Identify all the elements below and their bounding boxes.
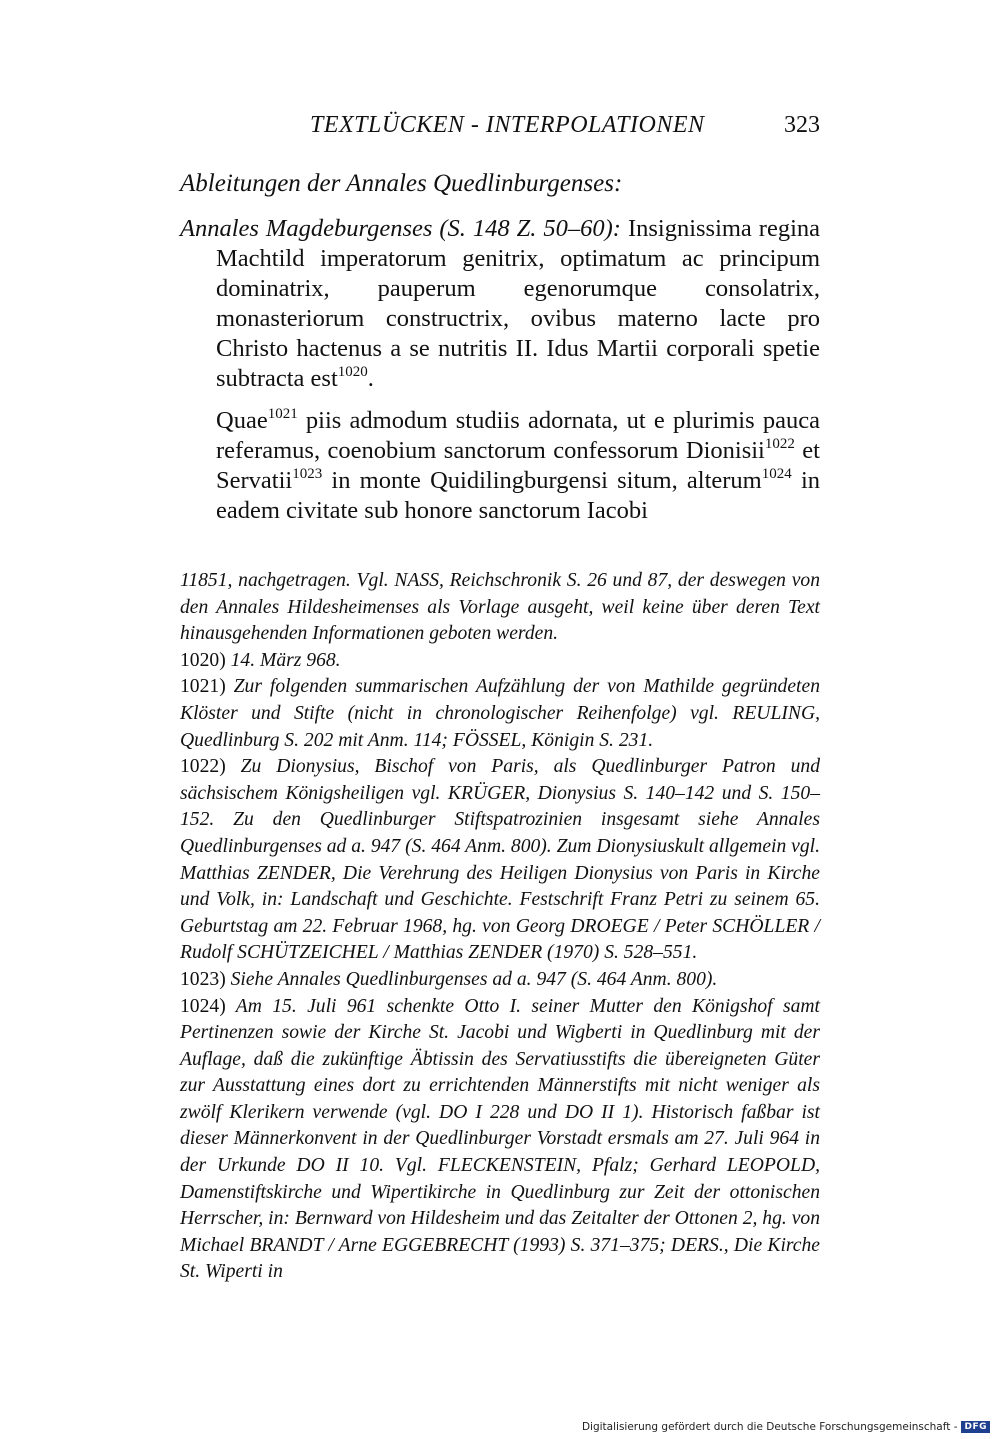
footnote-text: Am 15. Juli 961 schenkte Otto I. seiner Mutter den Königshof samt Pertinenzen sowie der Kirche St. Jacobi und Wigberti in Quedlinburg mit der Auflage, daß die zukünftige Äbtissin des Servatiusstifts die übereigneten Güter zur Ausstattung eines dort zu errichtenden Männerstifts mit nicht weniger als zwölf Klerikern verwende (vgl. DO I 228 und DO II 1). Historisch faßbar ist dieser Männerkonvent in der Quedlinburger Vorstadt ersmals am 27. Juli 964 in der Urkunde DO II 10. Vgl. FLECKENSTEIN, Pfalz; Gerhard LEOPOLD, Damenstiftskirche und Wipertikirche in Quedlinburg zur Zeit der ottonischen Herrscher, in: Bernward von Hildesheim und das Zeitalter der Ottonen 2, hg. von Michael BRANDT / Arne EGGEBRECHT (1993) S. 371–375; DERS., Die Kirche St. Wiperti in — [180, 995, 820, 1283]
footnote-1024 — [180, 994, 820, 1287]
footnote-1020 — [180, 648, 820, 675]
running-header — [180, 112, 820, 148]
footnote-ref-1021: 1021 — [267, 406, 298, 422]
footnote-1021 — [180, 674, 820, 754]
section-title: Ableitungen der Annales Quedlinburgenses: — [180, 170, 623, 197]
footnote-ref-1024: 1024 — [761, 466, 792, 482]
footnote-number: 1023) — [180, 968, 226, 990]
footnote-text: Zur folgenden summarischen Aufzählung der von Mathilde gegründeten Klöster und Stifte (nicht in chronologischer Reihenfolge) vgl. REULING, Quedlinburg S. 202 mit Anm. 114; FÖSSEL, Königin S. 231. — [180, 676, 820, 751]
quote-text-2e: in eadem civitate sub honore sanctorum Iacobi — [216, 467, 820, 524]
quote-text-2c: et Servatii — [216, 437, 820, 494]
quote-end-1: . — [367, 365, 374, 392]
quote-text-1: Insignissima regina Machtild imperatorum genitrix, optimatum ac principum dominatrix, pauperum egenorumque consolatrix, monasteriorum constructrix, ovibus materno lacte pro Christo hactenus a se nutritis II. Idus Martii corporali spetie subtracta est — [216, 215, 821, 392]
footnote-1022 — [180, 754, 820, 967]
quote-text-2b: piis admodum studiis adornata, ut e plurimis pauca referamus, coenobium sanctorum confessorum Dionisii — [216, 407, 820, 464]
footnote-text: Zu Dionysius, Bischof von Paris, als Quedlinburger Patron und sächsischem Königsheiligen vgl. KRÜGER, Dionysius S. 140–142 und S. 150–152. Zu den Quedlinburger Stiftspatrozinien insgesamt siehe Annales Quedlinburgenses ad a. 947 (S. 464 Anm. 800). Zum Dionysiuskult allgemein vgl. Matthias ZENDER, Die Verehrung des Heiligen Dionysius von Paris in Kirche und Volk, in: Landschaft und Geschichte. Festschrift Franz Petri zu seinem 65. Geburtstag am 22. Februar 1968, hg. von Georg DROEGE / Peter SCHÖLLER / Rudolf SCHÜTZEICHEL / Matthias ZENDER (1970) S. 528–551. — [180, 756, 821, 964]
quote-text-2a: Quae — [216, 407, 268, 434]
page-number: 323 — [784, 112, 820, 138]
quote-paragraph-1 — [180, 214, 820, 394]
quote-text-2d: in monte Quidilingburgensi situm, alterum — [322, 467, 762, 494]
footnote-number: 1020) — [180, 649, 226, 671]
digitization-credit — [582, 1421, 990, 1433]
footnote-number: 1021) — [180, 676, 226, 698]
running-title: TEXTLÜCKEN - INTERPOLATIONEN — [310, 112, 705, 138]
footnote-number: 1024) — [180, 995, 226, 1017]
credit-text: Digitalisierung gefördert durch die Deutsche Forschungsgemeinschaft - — [581, 1421, 958, 1433]
footnotes — [180, 568, 820, 1286]
footnote-ref-1022: 1022 — [764, 436, 795, 452]
dfg-logo: DFG — [961, 1421, 990, 1433]
footnote-text: Siehe Annales Quedlinburgenses ad a. 947 (S. 464 Anm. 800). — [225, 968, 718, 990]
footnote-number: 1022) — [180, 756, 226, 778]
quote-paragraph-2 — [180, 406, 820, 526]
main-text — [180, 214, 820, 526]
footnote-text: 14. März 968. — [225, 649, 341, 671]
footnote-ref-1023: 1023 — [292, 466, 323, 482]
footnote-continuation: 11851, nachgetragen. Vgl. NASS, Reichschronik S. 26 und 87, der deswegen von den Annales Hildesheimenses als Vorlage ausgeht, weil keine über deren Text hinausgehenden Informationen geboten werden. — [180, 570, 820, 645]
footnote-1023 — [180, 967, 820, 994]
source-reference: Annales Magdeburgenses (S. 148 Z. 50–60): — [180, 215, 621, 242]
footnote-ref-1020: 1020 — [337, 364, 368, 380]
